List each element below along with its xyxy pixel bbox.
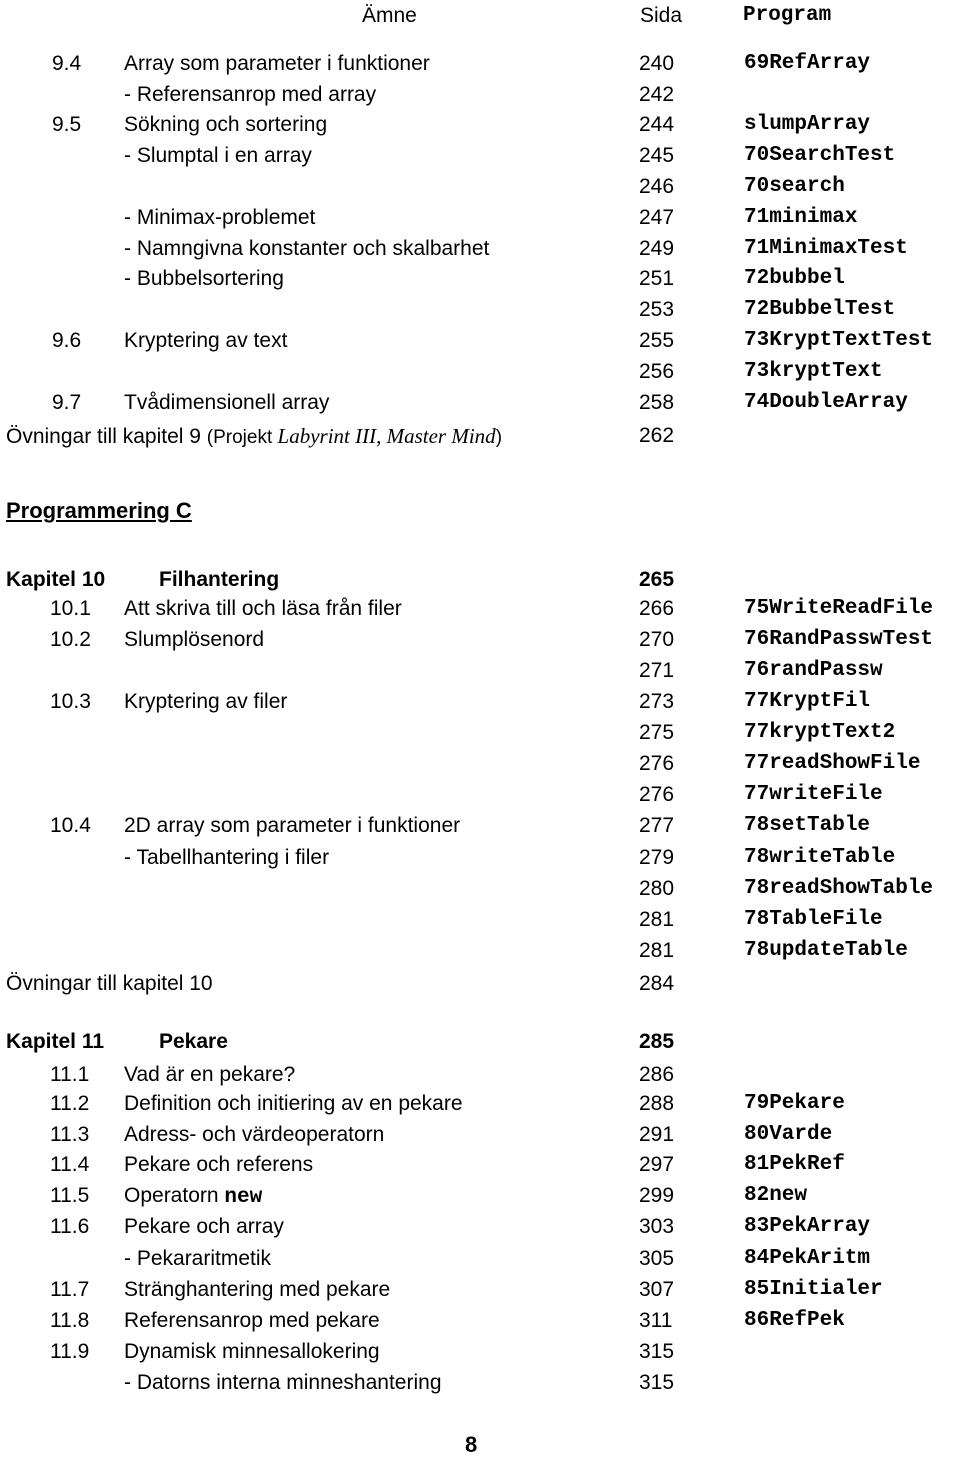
- program-name: 76RandPasswTest: [744, 628, 934, 651]
- program-name: 70search: [744, 175, 845, 198]
- program-name: 85Initialer: [744, 1278, 883, 1301]
- section-number: 11.1: [50, 1063, 90, 1086]
- section-heading: Programmering C: [6, 498, 192, 523]
- section-number: 9.6: [52, 329, 82, 352]
- page-number: 244: [639, 113, 675, 136]
- section-title: Stränghantering med pekare: [124, 1278, 391, 1301]
- page-number: 288: [639, 1092, 675, 1115]
- exercise-row: [0, 421, 960, 451]
- page-number: 277: [639, 814, 675, 837]
- toc-row: [0, 141, 960, 171]
- chapter-title: Pekare: [159, 1030, 228, 1053]
- toc-row: [0, 936, 960, 966]
- section-number: 11.6: [50, 1215, 90, 1238]
- program-name: 83PekArray: [744, 1215, 871, 1238]
- chapter-label: Kapitel 10: [6, 568, 106, 591]
- page-number: 270: [639, 628, 675, 651]
- page-footer-number: 8: [465, 1432, 478, 1457]
- section-title: Slumplösenord: [124, 628, 265, 651]
- page-number: 284: [639, 972, 675, 995]
- section-title: Dynamisk minnesallokering: [124, 1340, 380, 1363]
- section-number: 11.3: [50, 1123, 90, 1146]
- toc-row: [0, 1089, 960, 1119]
- section-title: Operatorn new: [124, 1184, 263, 1209]
- section-number: 9.5: [52, 113, 82, 136]
- exercise-text: Övningar till kapitel 9 (Projekt Labyrint III, Master Mind): [6, 424, 503, 448]
- program-name: 79Pekare: [744, 1092, 845, 1115]
- toc-row: [0, 1244, 960, 1274]
- program-name: 70SearchTest: [744, 144, 896, 167]
- toc-row: [0, 1150, 960, 1180]
- toc-row: [0, 1337, 960, 1367]
- column-header-subject: Ämne: [362, 4, 417, 27]
- section-number: 9.4: [52, 52, 82, 75]
- toc-row: [0, 718, 960, 748]
- toc-row: [0, 843, 960, 873]
- program-name: 72BubbelTest: [744, 298, 896, 321]
- page-number: 253: [639, 298, 675, 321]
- program-name: 78setTable: [744, 814, 871, 837]
- column-header-page: Sida: [640, 4, 683, 27]
- toc-row: [0, 811, 960, 841]
- toc-row: [0, 80, 960, 110]
- chapter-title: Filhantering: [159, 568, 280, 591]
- section-title: 2D array som parameter i funktioner: [124, 814, 461, 837]
- toc-row: [0, 874, 960, 904]
- section-title: Kryptering av filer: [124, 690, 288, 713]
- toc-row: [0, 1120, 960, 1150]
- chapter-row: [0, 565, 960, 595]
- toc-row: [0, 110, 960, 140]
- section-title: Definition och initiering av en pekare: [124, 1092, 463, 1115]
- toc-row: [0, 656, 960, 686]
- section-number: 10.3: [50, 690, 91, 713]
- toc-row: [0, 1275, 960, 1305]
- page-number: 285: [639, 1030, 675, 1053]
- program-name: 78updateTable: [744, 939, 908, 962]
- program-name: 77writeFile: [744, 783, 883, 806]
- toc-row: [0, 1181, 960, 1211]
- page-number: 281: [639, 939, 675, 962]
- page-number: 246: [639, 175, 675, 198]
- section-title: - Referensanrop med array: [124, 83, 377, 106]
- toc-row: [0, 780, 960, 810]
- program-name: 71minimax: [744, 206, 858, 229]
- program-name: 77readShowFile: [744, 752, 921, 775]
- chapter-label: Kapitel 11: [6, 1030, 105, 1053]
- page-number: 255: [639, 329, 675, 352]
- program-name: 86RefPek: [744, 1309, 845, 1332]
- section-title: - Pekararitmetik: [124, 1247, 272, 1270]
- program-name: 81PekRef: [744, 1153, 845, 1176]
- section-number: 10.1: [50, 597, 91, 620]
- program-name: 72bubbel: [744, 267, 845, 290]
- toc-row: [0, 1060, 960, 1090]
- section-number: 11.2: [50, 1092, 90, 1115]
- page-number: 291: [639, 1123, 675, 1146]
- page-number: 281: [639, 908, 675, 931]
- page-number: 276: [639, 752, 675, 775]
- toc-row: [0, 1212, 960, 1242]
- program-name: slumpArray: [744, 113, 871, 136]
- section-title: Referensanrop med pekare: [124, 1309, 380, 1332]
- toc-row: [0, 326, 960, 356]
- toc-row: [0, 625, 960, 655]
- toc-row: [0, 357, 960, 387]
- section-title: Kryptering av text: [124, 329, 288, 352]
- toc-row: [0, 388, 960, 418]
- section-number: 11.9: [50, 1340, 90, 1363]
- section-title: - Bubbelsortering: [124, 267, 284, 290]
- section-title: - Datorns interna minneshantering: [124, 1371, 442, 1394]
- page-number: 305: [639, 1247, 675, 1270]
- toc-row: [0, 1306, 960, 1336]
- page-number: 251: [639, 267, 675, 290]
- page-number: 249: [639, 237, 675, 260]
- toc-row: [0, 687, 960, 717]
- program-name: 82new: [744, 1184, 808, 1207]
- section-title: Pekare och referens: [124, 1153, 314, 1176]
- toc-row: [0, 203, 960, 233]
- program-name: 78readShowTable: [744, 877, 934, 900]
- page-number: 303: [639, 1215, 675, 1238]
- program-name: 69RefArray: [744, 52, 871, 75]
- page-number: 297: [639, 1153, 675, 1176]
- page-number: 242: [639, 83, 675, 106]
- section-number: 9.7: [52, 391, 82, 414]
- section-title: Pekare och array: [124, 1215, 284, 1238]
- page-number: 286: [639, 1063, 675, 1086]
- toc-row: [0, 49, 960, 79]
- section-number: 11.4: [50, 1153, 90, 1176]
- section-number: 10.2: [50, 628, 91, 651]
- page-number: 265: [639, 568, 675, 591]
- page-number: 276: [639, 783, 675, 806]
- page-number: 258: [639, 391, 675, 414]
- page-number: 279: [639, 846, 675, 869]
- page-number: 266: [639, 597, 675, 620]
- program-name: 75WriteReadFile: [744, 597, 934, 620]
- toc-row: [0, 594, 960, 624]
- code-keyword: new: [224, 1186, 263, 1209]
- page-number: 245: [639, 144, 675, 167]
- program-name: 71MinimaxTest: [744, 237, 908, 260]
- section-number: 10.4: [50, 814, 91, 837]
- toc-row: [0, 264, 960, 294]
- program-name: 77KryptFil: [744, 690, 871, 713]
- toc-row: [0, 1368, 960, 1398]
- toc-row: [0, 905, 960, 935]
- chapter-row: [0, 1027, 960, 1057]
- section-title: Adress- och värdeoperatorn: [124, 1123, 385, 1146]
- section-number: 11.5: [50, 1184, 90, 1207]
- program-name: 73kryptText: [744, 360, 883, 383]
- column-header-program: Program: [743, 4, 832, 27]
- program-name: 84PekAritm: [744, 1247, 871, 1270]
- toc-row: [0, 295, 960, 325]
- section-title: Tvådimensionell array: [124, 391, 330, 414]
- page-number: 273: [639, 690, 675, 713]
- page-number: 262: [639, 424, 675, 447]
- program-name: 73KryptTextTest: [744, 329, 934, 352]
- program-name: 74DoubleArray: [744, 391, 908, 414]
- exercise-row: [0, 969, 960, 999]
- section-title: Sökning och sortering: [124, 113, 328, 136]
- program-name: 76randPassw: [744, 659, 883, 682]
- program-name: 77kryptText2: [744, 721, 896, 744]
- page-number: 311: [639, 1309, 673, 1332]
- toc-row: [0, 749, 960, 779]
- section-number: 11.7: [50, 1278, 90, 1301]
- exercise-text: Övningar till kapitel 10: [6, 972, 213, 995]
- page-number: 247: [639, 206, 675, 229]
- page-number: 240: [639, 52, 675, 75]
- toc-row: [0, 234, 960, 264]
- section-title: Att skriva till och läsa från filer: [124, 597, 402, 620]
- page-number: 299: [639, 1184, 675, 1207]
- section-number: 11.8: [50, 1309, 90, 1332]
- program-name: 80Varde: [744, 1123, 833, 1146]
- section-title: Vad är en pekare?: [124, 1063, 296, 1086]
- section-title: - Namngivna konstanter och skalbarhet: [124, 237, 490, 260]
- page-number: 315: [639, 1371, 675, 1394]
- page-number: 256: [639, 360, 675, 383]
- page-number: 275: [639, 721, 675, 744]
- page-number: 315: [639, 1340, 675, 1363]
- page-number: 307: [639, 1278, 675, 1301]
- section-title: Array som parameter i funktioner: [124, 52, 430, 75]
- section-title: - Minimax-problemet: [124, 206, 316, 229]
- page-number: 280: [639, 877, 675, 900]
- program-name: 78writeTable: [744, 846, 896, 869]
- program-name: 78TableFile: [744, 908, 883, 931]
- page-number: 271: [639, 659, 675, 682]
- section-title: - Tabellhantering i filer: [124, 846, 330, 869]
- toc-row: [0, 172, 960, 202]
- section-title: - Slumptal i en array: [124, 144, 312, 167]
